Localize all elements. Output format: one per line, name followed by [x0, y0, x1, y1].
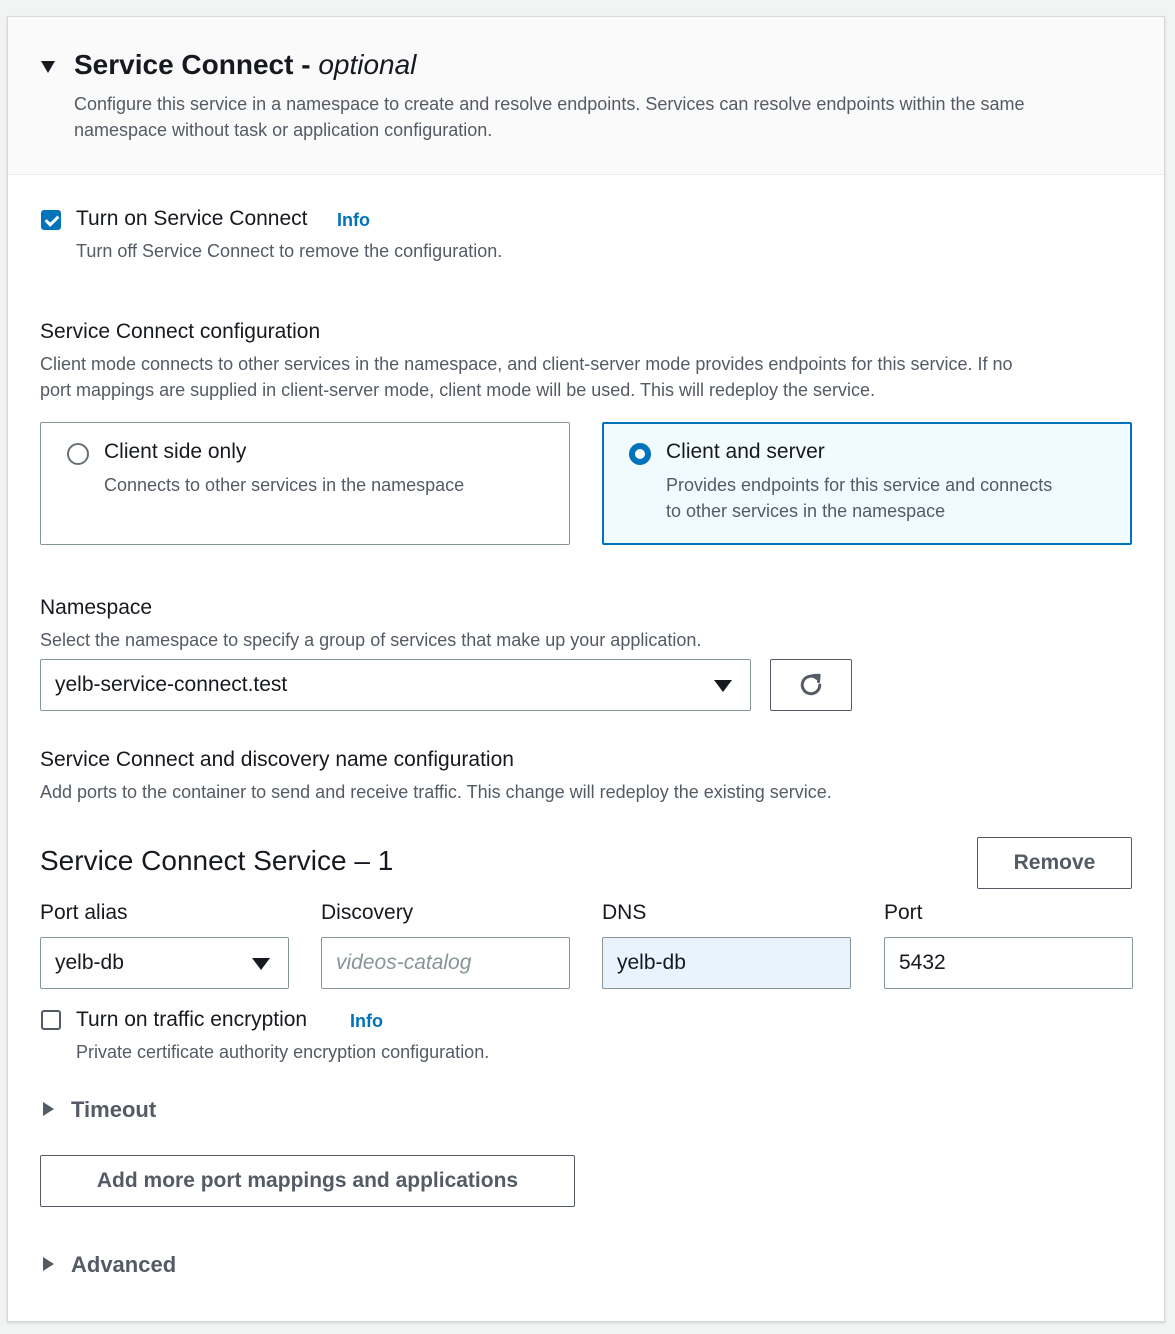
tile-client-and-server-label: Client and server — [666, 440, 825, 463]
dns-input[interactable] — [602, 937, 851, 989]
port-alias-select[interactable] — [40, 937, 289, 989]
port-input[interactable] — [884, 937, 1133, 989]
advanced-expander[interactable] — [43, 1250, 243, 1280]
traffic-encryption-label[interactable]: Turn on traffic encryption — [76, 1008, 308, 1031]
caret-right-icon — [43, 1257, 54, 1271]
radio-client-and-server[interactable] — [629, 443, 651, 465]
refresh-namespace-button[interactable] — [770, 659, 852, 711]
caret-down-icon — [252, 958, 270, 970]
collapse-caret-icon[interactable] — [41, 61, 55, 73]
service-connect-panel — [7, 16, 1165, 1322]
panel-title[interactable]: Service Connect - optional — [74, 49, 417, 80]
panel-description: Configure this service in a namespace to create and resolve endpoints. Services can resolve endpoints within the same namespace without task or application configuration. — [74, 94, 1025, 140]
caret-down-icon — [714, 680, 732, 692]
discovery-input[interactable] — [321, 937, 570, 989]
port-value: 5432 — [899, 951, 946, 974]
caret-right-icon — [43, 1102, 54, 1116]
panel-header — [8, 17, 1164, 175]
port-alias-label: Port alias — [40, 901, 128, 924]
namespace-select[interactable] — [40, 659, 751, 711]
tile-client-side-only-label: Client side only — [104, 440, 247, 463]
dns-value: yelb-db — [617, 951, 686, 974]
discovery-config-label: Service Connect and discovery name configuration — [40, 748, 514, 771]
namespace-description: Select the namespace to specify a group of services that make up your application. — [40, 630, 702, 650]
tile-client-side-only[interactable] — [40, 422, 570, 545]
advanced-label: Advanced — [71, 1252, 177, 1277]
discovery-placeholder: videos-catalog — [336, 951, 472, 974]
optional-label: optional — [318, 49, 417, 80]
encryption-description: Private certificate authority encryption configuration. — [76, 1042, 490, 1062]
tile-client-side-only-description: Connects to other services in the namespace — [104, 475, 465, 495]
timeout-expander[interactable] — [43, 1095, 243, 1125]
discovery-config-description: Add ports to the container to send and receive traffic. This change will redeploy the existing service. — [40, 782, 832, 802]
refresh-icon — [796, 670, 826, 700]
discovery-label: Discovery — [321, 901, 414, 924]
remove-button[interactable]: Remove — [977, 837, 1132, 889]
tile-client-and-server[interactable] — [602, 422, 1132, 545]
timeout-label: Timeout — [71, 1097, 157, 1122]
namespace-select-value: yelb-service-connect.test — [55, 673, 288, 696]
encryption-info-link[interactable]: Info — [350, 1011, 383, 1031]
add-more-port-mappings-button[interactable]: Add more port mappings and applications — [40, 1155, 575, 1207]
turn-on-info-link[interactable]: Info — [337, 210, 370, 230]
port-alias-value: yelb-db — [55, 951, 124, 974]
dns-label: DNS — [602, 901, 647, 924]
traffic-encryption-checkbox[interactable] — [41, 1010, 61, 1030]
config-description: Client mode connects to other services in the namespace, and client-server mode provides endpoints for this service. If no port mappings are supplied in client-server mode, client mode will be used. This will redeploy the service. — [40, 354, 1013, 400]
config-label: Service Connect configuration — [40, 320, 321, 343]
port-label: Port — [884, 901, 923, 924]
service-heading: Service Connect Service – 1 — [40, 845, 394, 876]
turn-on-service-connect-label[interactable]: Turn on Service Connect — [76, 207, 308, 230]
turn-on-description: Turn off Service Connect to remove the configuration. — [76, 241, 503, 261]
tile-client-and-server-description: Provides endpoints for this service and connects to other services in the namespace — [666, 475, 1053, 521]
namespace-label: Namespace — [40, 596, 153, 619]
turn-on-service-connect-checkbox[interactable] — [41, 210, 61, 230]
radio-client-side-only[interactable] — [67, 443, 89, 465]
